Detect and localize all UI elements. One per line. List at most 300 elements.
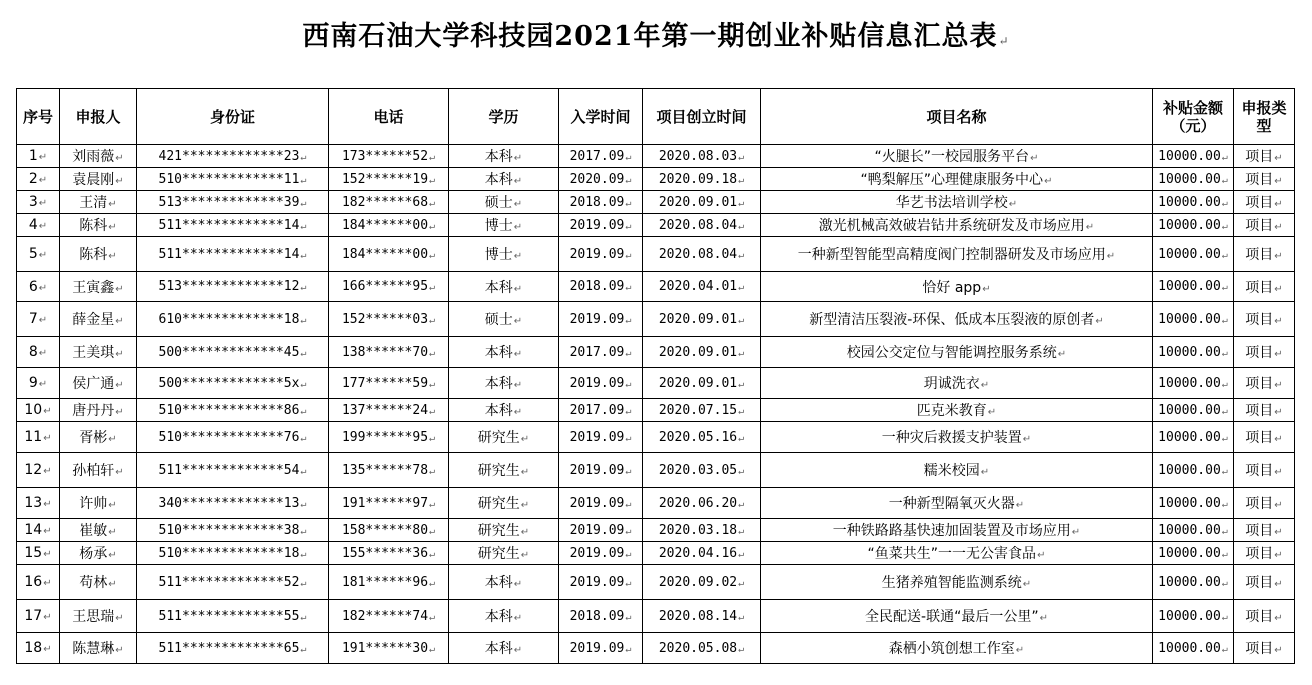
cell-id-text: 511*************55 ↵ [159, 609, 307, 624]
cell-amount [1153, 600, 1234, 633]
cell-no-text: 11 ↵ [24, 429, 51, 445]
cell-education [449, 145, 559, 168]
cell-enroll-text: 2017.09 ↵ [570, 149, 632, 164]
cell-type-text: 项目 ↵ [1245, 247, 1282, 263]
cell-no [17, 337, 60, 368]
cell-amount-text: 10000.00 ↵ [1158, 247, 1228, 262]
cell-amount [1153, 542, 1234, 565]
cell-education-text: 本科 ↵ [485, 641, 522, 657]
cell-type [1234, 422, 1295, 453]
cell-id-text: 510*************18 ↵ [159, 546, 307, 561]
table-row [17, 600, 1295, 633]
cell-no [17, 600, 60, 633]
cell-project [761, 488, 1153, 519]
cell-no-text: 15 ↵ [24, 545, 51, 561]
cell-name [60, 600, 137, 633]
cell-phone [329, 191, 449, 214]
table-row [17, 145, 1295, 168]
cell-name-text: 侯广通 ↵ [72, 376, 123, 392]
cell-id-text: 340*************13 ↵ [159, 496, 307, 511]
cell-enroll [559, 488, 643, 519]
cell-project [761, 145, 1153, 168]
cell-id-text: 500*************5x ↵ [159, 376, 307, 391]
cell-enroll-text: 2019.09 ↵ [570, 218, 632, 233]
cell-type [1234, 565, 1295, 600]
cell-name-text: 王思瑞 ↵ [72, 609, 123, 625]
cell-id [137, 565, 329, 600]
cell-id-text: 511*************52 ↵ [159, 575, 307, 590]
cell-project-text: 全民配送-联通“最后一公里” ↵ [865, 609, 1048, 625]
cell-name [60, 368, 137, 399]
table-row [17, 368, 1295, 399]
cell-amount [1153, 337, 1234, 368]
cell-education-text: 硕士 ↵ [485, 195, 522, 211]
cell-amount-text: 10000.00 ↵ [1158, 403, 1228, 418]
cell-id-text: 511*************54 ↵ [159, 463, 307, 478]
cell-project-text: 森栖小筑创想工作室 ↵ [889, 641, 1024, 657]
cell-founded [643, 214, 761, 237]
header-name: 申报人 [60, 89, 137, 145]
cell-no [17, 237, 60, 272]
cell-id [137, 453, 329, 488]
cell-type-text: 项目 ↵ [1245, 463, 1282, 479]
cell-no-text: 2 ↵ [29, 171, 47, 187]
cell-type-text: 项目 ↵ [1245, 376, 1282, 392]
cell-id [137, 168, 329, 191]
cell-phone-text: 177******59 ↵ [342, 376, 435, 391]
cell-founded-text: 2020.08.04 ↵ [659, 218, 744, 233]
header-founded: 项目创立时间 [643, 89, 761, 145]
cell-amount-text: 10000.00 ↵ [1158, 430, 1228, 445]
cell-education-text: 本科 ↵ [485, 149, 522, 165]
cell-amount-text: 10000.00 ↵ [1158, 195, 1228, 210]
cell-no [17, 272, 60, 302]
cell-enroll [559, 399, 643, 422]
cell-education-text: 本科 ↵ [485, 609, 522, 625]
cell-project [761, 565, 1153, 600]
cell-enroll [559, 422, 643, 453]
table-row [17, 633, 1295, 664]
cell-founded-text: 2020.03.18 ↵ [659, 523, 744, 538]
cell-name-text: 许帅 ↵ [79, 496, 116, 512]
cell-amount-text: 10000.00 ↵ [1158, 172, 1228, 187]
cell-project [761, 453, 1153, 488]
cell-phone-text: 182******74 ↵ [342, 609, 435, 624]
cell-amount-text: 10000.00 ↵ [1158, 149, 1228, 164]
cell-name [60, 488, 137, 519]
cell-phone-text: 158******80 ↵ [342, 523, 435, 538]
cell-founded-text: 2020.09.18 ↵ [659, 172, 744, 187]
cell-type-text: 项目 ↵ [1245, 280, 1282, 296]
cell-founded [643, 422, 761, 453]
cell-name [60, 145, 137, 168]
cell-name-text: 王美琪 ↵ [72, 345, 123, 361]
cell-amount-text: 10000.00 ↵ [1158, 523, 1228, 538]
cell-no-text: 12 ↵ [24, 462, 51, 478]
cell-type [1234, 168, 1295, 191]
cell-education [449, 168, 559, 191]
cell-phone [329, 368, 449, 399]
cell-founded [643, 337, 761, 368]
cell-project [761, 368, 1153, 399]
cell-phone-text: 152******03 ↵ [342, 312, 435, 327]
cell-no-text: 17 ↵ [24, 608, 51, 624]
cell-id-text: 510*************86 ↵ [159, 403, 307, 418]
cell-amount-text: 10000.00 ↵ [1158, 575, 1228, 590]
cell-education [449, 272, 559, 302]
cell-project-text: “鱼菜共生”一一无公害食品 ↵ [868, 546, 1046, 562]
cell-phone [329, 168, 449, 191]
cell-education [449, 214, 559, 237]
cell-enroll-text: 2019.09 ↵ [570, 523, 632, 538]
cell-founded [643, 145, 761, 168]
cell-no-text: 5 ↵ [29, 246, 47, 262]
cell-amount-text: 10000.00 ↵ [1158, 463, 1228, 478]
cell-id [137, 302, 329, 337]
cell-type [1234, 272, 1295, 302]
cell-phone [329, 488, 449, 519]
cell-enroll [559, 633, 643, 664]
cell-enroll [559, 214, 643, 237]
cell-no-text: 6 ↵ [29, 279, 47, 295]
cell-name-text: 王寅鑫 ↵ [72, 280, 123, 296]
cell-project-text: 恰好 app ↵ [922, 280, 990, 296]
cell-id [137, 633, 329, 664]
cell-project-text: 校园公交定位与智能调控服务系统 ↵ [847, 345, 1066, 361]
cell-amount [1153, 399, 1234, 422]
cell-amount-text: 10000.00 ↵ [1158, 376, 1228, 391]
table-row [17, 272, 1295, 302]
cell-name-text: 杨承 ↵ [79, 546, 116, 562]
cell-name-text: 王清 ↵ [79, 195, 116, 211]
cell-enroll-text: 2018.09 ↵ [570, 279, 632, 294]
cell-founded-text: 2020.04.01 ↵ [659, 279, 744, 294]
cell-amount [1153, 302, 1234, 337]
cell-name [60, 237, 137, 272]
cell-founded-text: 2020.06.20 ↵ [659, 496, 744, 511]
cell-education-text: 本科 ↵ [485, 345, 522, 361]
cell-founded-text: 2020.09.01 ↵ [659, 312, 744, 327]
cell-phone [329, 600, 449, 633]
cell-amount-text: 10000.00 ↵ [1158, 641, 1228, 656]
cell-id-text: 513*************39 ↵ [159, 195, 307, 210]
table-row [17, 168, 1295, 191]
cell-phone [329, 337, 449, 368]
cell-id [137, 600, 329, 633]
cell-type-text: 项目 ↵ [1245, 195, 1282, 211]
cell-education [449, 542, 559, 565]
cell-phone-text: 135******78 ↵ [342, 463, 435, 478]
cell-amount [1153, 453, 1234, 488]
cell-name-text: 刘雨薇 ↵ [72, 149, 123, 165]
cell-education [449, 237, 559, 272]
cell-project-text: 匹克米教育 ↵ [917, 403, 996, 419]
cell-phone-text: 166******95 ↵ [342, 279, 435, 294]
cell-enroll-text: 2019.09 ↵ [570, 463, 632, 478]
cell-id [137, 368, 329, 399]
cell-amount-text: 10000.00 ↵ [1158, 609, 1228, 624]
cell-enroll-text: 2019.09 ↵ [570, 312, 632, 327]
cell-enroll [559, 453, 643, 488]
cell-amount-text: 10000.00 ↵ [1158, 345, 1228, 360]
subsidy-table [16, 88, 1295, 664]
cell-enroll [559, 237, 643, 272]
cell-project [761, 168, 1153, 191]
table-row [17, 488, 1295, 519]
cell-no [17, 368, 60, 399]
cell-type [1234, 214, 1295, 237]
table-row [17, 337, 1295, 368]
header-phone: 电话 [329, 89, 449, 145]
cell-amount [1153, 519, 1234, 542]
cell-id [137, 214, 329, 237]
cell-no-text: 9 ↵ [29, 375, 47, 391]
cell-name [60, 633, 137, 664]
cell-founded-text: 2020.03.05 ↵ [659, 463, 744, 478]
paragraph-mark-icon: ↵ [998, 34, 1010, 48]
cell-amount [1153, 488, 1234, 519]
cell-type-text: 项目 ↵ [1245, 345, 1282, 361]
cell-founded [643, 272, 761, 302]
cell-founded [643, 633, 761, 664]
cell-type [1234, 368, 1295, 399]
table-row [17, 399, 1295, 422]
cell-no [17, 542, 60, 565]
cell-enroll-text: 2019.09 ↵ [570, 546, 632, 561]
cell-no [17, 191, 60, 214]
cell-project [761, 237, 1153, 272]
cell-amount [1153, 368, 1234, 399]
cell-education [449, 519, 559, 542]
cell-phone-text: 181******96 ↵ [342, 575, 435, 590]
cell-project-text: “火腿长”一校园服务平台 ↵ [875, 149, 1039, 165]
cell-name-text: 崔敏 ↵ [79, 523, 116, 539]
cell-type [1234, 633, 1295, 664]
cell-phone-text: 184******00 ↵ [342, 247, 435, 262]
cell-no [17, 302, 60, 337]
cell-education-text: 研究生 ↵ [478, 496, 529, 512]
cell-project [761, 191, 1153, 214]
cell-enroll [559, 542, 643, 565]
header-row [17, 89, 1295, 145]
cell-education-text: 博士 ↵ [485, 247, 522, 263]
cell-founded [643, 399, 761, 422]
cell-phone-text: 155******36 ↵ [342, 546, 435, 561]
cell-id-text: 510*************11 ↵ [159, 172, 307, 187]
cell-no-text: 14 ↵ [24, 522, 51, 538]
cell-amount [1153, 168, 1234, 191]
cell-founded-text: 2020.09.01 ↵ [659, 345, 744, 360]
cell-phone [329, 633, 449, 664]
cell-enroll-text: 2017.09 ↵ [570, 403, 632, 418]
cell-name [60, 565, 137, 600]
cell-type [1234, 488, 1295, 519]
table-row [17, 422, 1295, 453]
cell-enroll-text: 2019.09 ↵ [570, 641, 632, 656]
cell-type [1234, 542, 1295, 565]
cell-enroll-text: 2019.09 ↵ [570, 575, 632, 590]
cell-phone [329, 272, 449, 302]
cell-name-text: 陈科 ↵ [79, 218, 116, 234]
table-row [17, 191, 1295, 214]
cell-education-text: 硕士 ↵ [485, 312, 522, 328]
cell-name-text: 胥彬 ↵ [79, 430, 116, 446]
cell-amount-text: 10000.00 ↵ [1158, 279, 1228, 294]
cell-no [17, 519, 60, 542]
cell-name-text: 陈慧琳 ↵ [72, 641, 123, 657]
cell-type-text: 项目 ↵ [1245, 496, 1282, 512]
cell-id-text: 510*************76 ↵ [159, 430, 307, 445]
cell-founded [643, 488, 761, 519]
table-row [17, 542, 1295, 565]
cell-id-text: 511*************14 ↵ [159, 247, 307, 262]
cell-name [60, 191, 137, 214]
cell-founded [643, 168, 761, 191]
table-row [17, 519, 1295, 542]
cell-id [137, 237, 329, 272]
cell-enroll-text: 2019.09 ↵ [570, 376, 632, 391]
cell-education [449, 488, 559, 519]
cell-id-text: 421*************23 ↵ [159, 149, 307, 164]
cell-type-text: 项目 ↵ [1245, 403, 1282, 419]
cell-name [60, 337, 137, 368]
cell-amount [1153, 191, 1234, 214]
cell-enroll-text: 2019.09 ↵ [570, 430, 632, 445]
cell-id [137, 519, 329, 542]
cell-education-text: 本科 ↵ [485, 376, 522, 392]
cell-education [449, 453, 559, 488]
cell-type-text: 项目 ↵ [1245, 218, 1282, 234]
cell-no-text: 16 ↵ [24, 574, 51, 590]
table-row [17, 214, 1295, 237]
cell-project [761, 542, 1153, 565]
cell-enroll [559, 337, 643, 368]
cell-founded-text: 2020.07.15 ↵ [659, 403, 744, 418]
cell-project [761, 519, 1153, 542]
cell-project-text: 新型清洁压裂液-环保、低成本压裂液的原创者 ↵ [809, 312, 1103, 328]
cell-name-text: 袁晨刚 ↵ [72, 172, 123, 188]
cell-amount [1153, 565, 1234, 600]
cell-project-text: 玥诚洗衣 ↵ [924, 376, 989, 392]
header-enroll: 入学时间 [559, 89, 643, 145]
cell-phone-text: 191******97 ↵ [342, 496, 435, 511]
cell-enroll [559, 368, 643, 399]
cell-no [17, 565, 60, 600]
cell-enroll [559, 191, 643, 214]
cell-founded-text: 2020.09.01 ↵ [659, 376, 744, 391]
cell-no [17, 399, 60, 422]
title-text: 西南石油大学科技园2021年第一期创业补贴信息汇总表 [302, 21, 998, 52]
cell-phone [329, 542, 449, 565]
cell-education-text: 研究生 ↵ [478, 523, 529, 539]
cell-education-text: 博士 ↵ [485, 218, 522, 234]
cell-amount [1153, 237, 1234, 272]
cell-education-text: 研究生 ↵ [478, 463, 529, 479]
cell-no-text: 3 ↵ [29, 194, 47, 210]
cell-education-text: 本科 ↵ [485, 575, 522, 591]
cell-founded [643, 237, 761, 272]
cell-type-text: 项目 ↵ [1245, 575, 1282, 591]
cell-phone [329, 237, 449, 272]
cell-name [60, 272, 137, 302]
cell-type-text: 项目 ↵ [1245, 172, 1282, 188]
cell-education [449, 302, 559, 337]
cell-enroll-text: 2020.09 ↵ [570, 172, 632, 187]
cell-project-text: 华艺书法培训学校 ↵ [896, 195, 1017, 211]
cell-name [60, 399, 137, 422]
cell-phone [329, 565, 449, 600]
cell-amount-text: 10000.00 ↵ [1158, 312, 1228, 327]
cell-phone [329, 422, 449, 453]
cell-phone [329, 214, 449, 237]
cell-id-text: 510*************38 ↵ [159, 523, 307, 538]
cell-enroll-text: 2017.09 ↵ [570, 345, 632, 360]
cell-no [17, 214, 60, 237]
cell-project [761, 633, 1153, 664]
cell-project-text: 一种新型智能型高精度阀门控制器研发及市场应用 ↵ [798, 247, 1115, 263]
cell-project [761, 302, 1153, 337]
cell-name [60, 214, 137, 237]
cell-id-text: 513*************12 ↵ [159, 279, 307, 294]
cell-amount [1153, 633, 1234, 664]
cell-project [761, 422, 1153, 453]
cell-phone [329, 453, 449, 488]
cell-id-text: 511*************65 ↵ [159, 641, 307, 656]
cell-type-text: 项目 ↵ [1245, 312, 1282, 328]
cell-founded-text: 2020.04.16 ↵ [659, 546, 744, 561]
cell-founded [643, 600, 761, 633]
cell-type-text: 项目 ↵ [1245, 523, 1282, 539]
table-row [17, 453, 1295, 488]
table-row [17, 237, 1295, 272]
cell-enroll [559, 600, 643, 633]
cell-phone-text: 138******70 ↵ [342, 345, 435, 360]
cell-founded-text: 2020.08.14 ↵ [659, 609, 744, 624]
cell-id [137, 145, 329, 168]
cell-type [1234, 337, 1295, 368]
cell-education-text: 本科 ↵ [485, 172, 522, 188]
header-education: 学历 [449, 89, 559, 145]
cell-no-text: 10 ↵ [24, 402, 51, 418]
cell-project [761, 272, 1153, 302]
cell-name [60, 422, 137, 453]
cell-founded [643, 302, 761, 337]
cell-no [17, 633, 60, 664]
header-id: 身份证 [137, 89, 329, 145]
cell-id-text: 610*************18 ↵ [159, 312, 307, 327]
header-project: 项目名称 [761, 89, 1153, 145]
cell-founded-text: 2020.05.16 ↵ [659, 430, 744, 445]
cell-phone-text: 173******52 ↵ [342, 149, 435, 164]
cell-type [1234, 600, 1295, 633]
cell-id [137, 542, 329, 565]
cell-type [1234, 145, 1295, 168]
cell-education-text: 研究生 ↵ [478, 430, 529, 446]
cell-education [449, 399, 559, 422]
cell-education [449, 191, 559, 214]
cell-education-text: 研究生 ↵ [478, 546, 529, 562]
cell-project-text: 生猪养殖智能监测系统 ↵ [882, 575, 1031, 591]
cell-id [137, 488, 329, 519]
cell-name-text: 孙柏轩 ↵ [72, 463, 123, 479]
cell-type [1234, 453, 1295, 488]
cell-project-text: 糯米校园 ↵ [924, 463, 989, 479]
cell-education [449, 633, 559, 664]
cell-name-text: 陈科 ↵ [79, 247, 116, 263]
cell-id [137, 191, 329, 214]
cell-phone-text: 137******24 ↵ [342, 403, 435, 418]
cell-name [60, 168, 137, 191]
